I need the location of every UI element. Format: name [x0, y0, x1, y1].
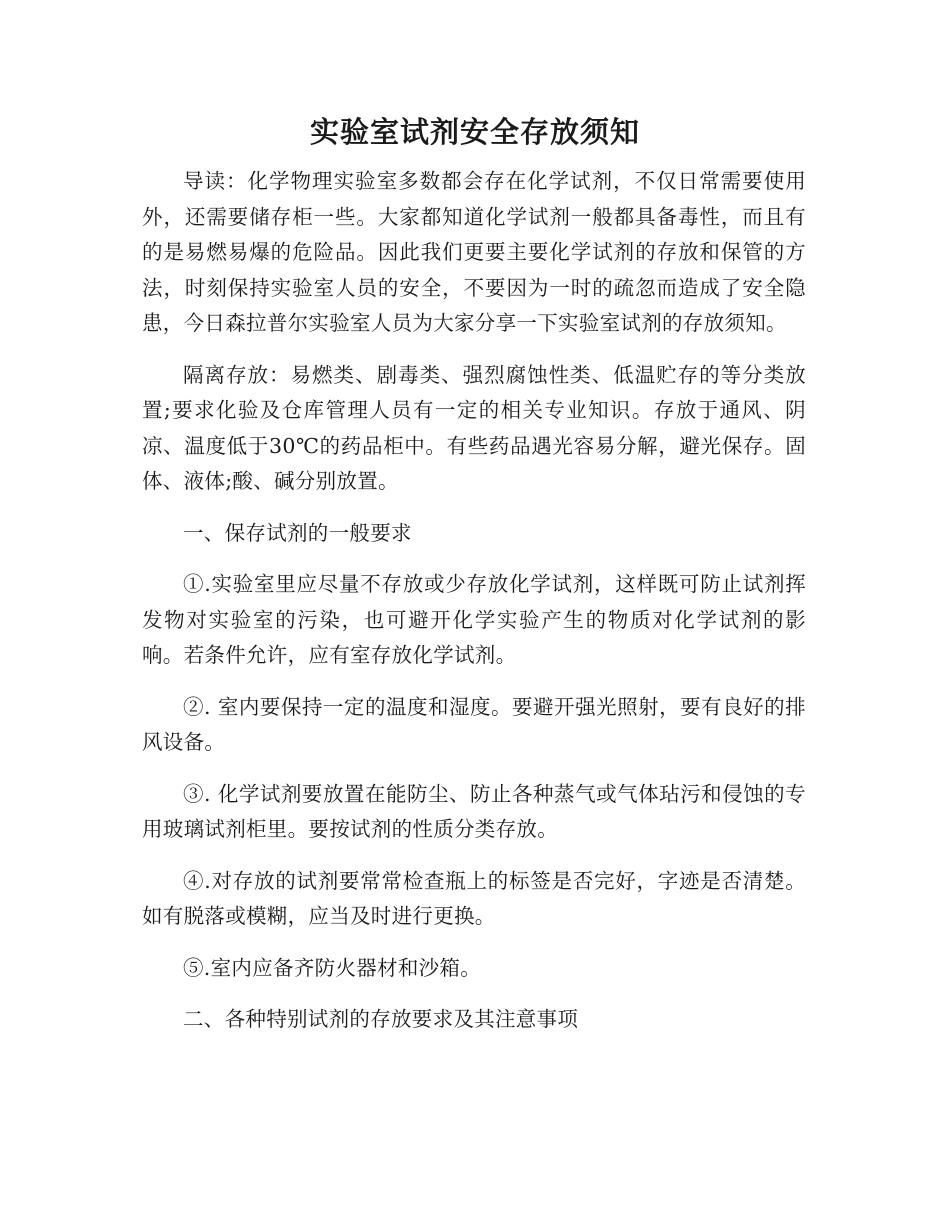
requirement-item-4: ④.对存放的试剂要常常检查瓶上的标签是否完好，字迹是否清楚。如有脱落或模糊，应当及时进行更换。 [142, 868, 806, 928]
requirement-item-5: ⑤.室内应备齐防火器材和沙箱。 [183, 955, 482, 980]
requirement-item-2: ②. 室内要保持一定的温度和湿度。要避开强光照射，要有良好的排风设备。 [142, 694, 806, 754]
requirement-item-1: ①.实验室里应尽量不存放或少存放化学试剂，这样既可防止试剂挥发物对实验室的污染，也可避开化学实验产生的物质对化学试剂的影响。若条件允许，应有室存放化学试剂。 [142, 572, 806, 667]
document-title: 实验室试剂安全存放须知 [309, 115, 640, 149]
section-heading-special-reagents: 二、各种特别试剂的存放要求及其注意事项 [183, 1007, 579, 1031]
section-heading-general-requirements: 一、保存试剂的一般要求 [183, 520, 412, 545]
intro-paragraph: 导读：化学物理实验室多数都会存在化学试剂，不仅日常需要使用外，还需要储存柜一些。大家都知道化学试剂一般都具备毒性，而且有的是易燃易爆的危险品。因此我们更要主要化学试剂的存放和保管的方法，时刻保持实验室人员的安全，不要因为一时的疏忽而造成了安全隐患，今日森拉普尔实验室人员为大家分享一下实验室试剂的存放须知。 [142, 169, 806, 335]
document-body [142, 164, 806, 1038]
isolation-storage-paragraph: 隔离存放：易燃类、剧毒类、强烈腐蚀性类、低温贮存的等分类放置;要求化验及仓库管理人员有一定的相关专业知识。存放于通风、阴凉、温度低于30℃的药品柜中。有些药品遇光容易分解，避光保存。固体、液体;酸、碱分别放置。 [142, 362, 806, 493]
requirement-item-3: ③. 化学试剂要放置在能防尘、防止各种蒸气或气体玷污和侵蚀的专用玻璃试剂柜里。要按试剂的性质分类存放。 [142, 781, 806, 841]
